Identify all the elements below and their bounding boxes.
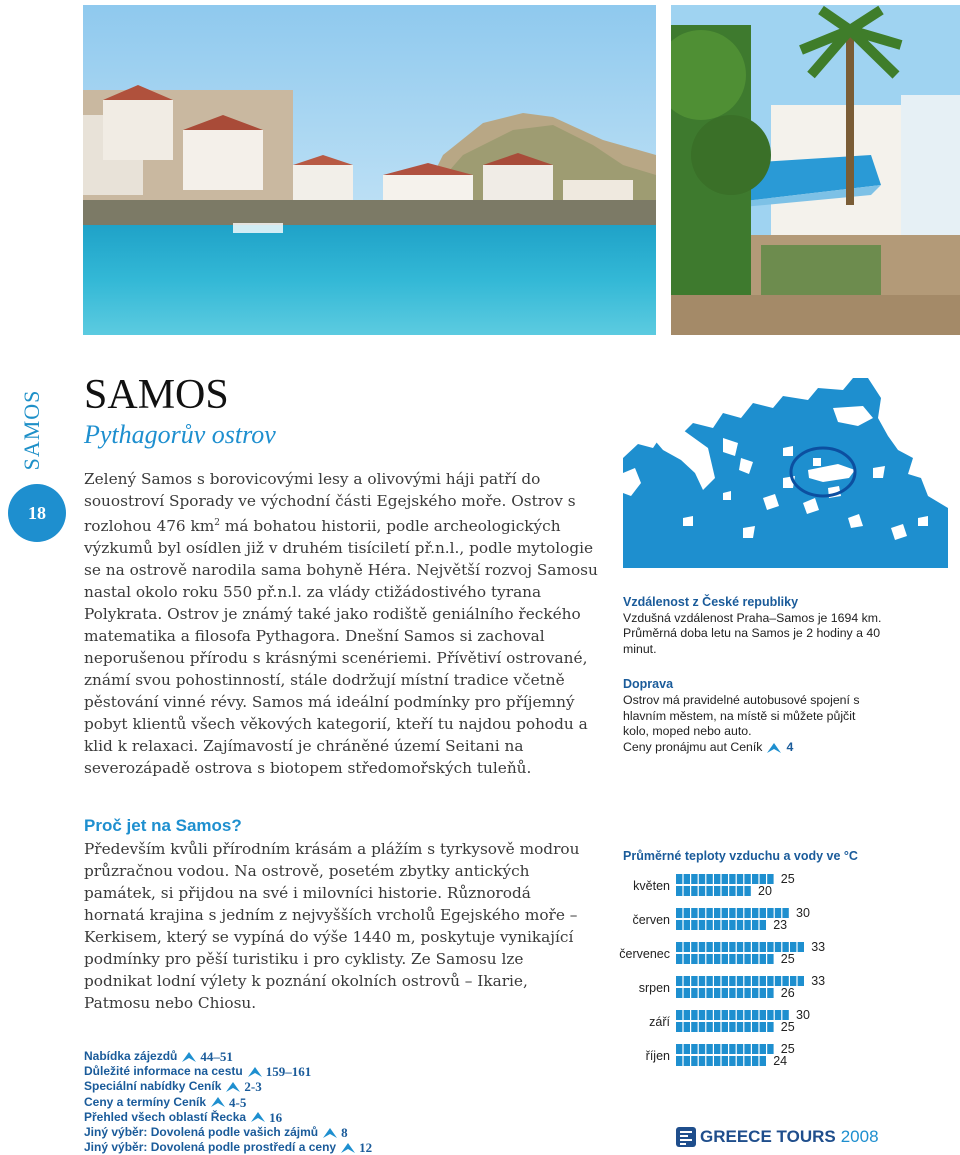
air-temp-bar xyxy=(676,874,774,884)
distance-line-1: Vzdušná vzdálenost Praha–Samos je 1694 km. xyxy=(623,610,882,625)
arrow-icon xyxy=(766,742,782,754)
transport-heading: Doprava xyxy=(623,677,674,692)
temperature-chart xyxy=(610,870,910,1070)
travel-info xyxy=(623,595,883,755)
month-label: říjen xyxy=(645,1049,670,1063)
water-temp-value: 24 xyxy=(773,1054,788,1068)
arrow-icon xyxy=(210,1096,226,1108)
air-temp-bar xyxy=(676,908,789,918)
air-temp-value: 30 xyxy=(796,1008,810,1022)
page-subtitle: Pythagorův ostrov xyxy=(84,420,276,449)
month-label: září xyxy=(649,1015,670,1029)
air-temp-bar xyxy=(676,976,804,986)
water-temp-value: 23 xyxy=(773,918,788,932)
page-number: 18 xyxy=(8,484,66,542)
month-label: srpen xyxy=(638,981,670,995)
air-temp-value: 33 xyxy=(811,974,826,988)
water-temp-value: 26 xyxy=(780,986,795,1000)
arrow-icon xyxy=(181,1051,197,1063)
water-temp-bar xyxy=(676,988,774,998)
logo-icon xyxy=(676,1127,696,1147)
water-temp-bar xyxy=(676,1056,766,1066)
arrow-icon xyxy=(322,1127,338,1139)
page-title: SAMOS xyxy=(84,372,229,418)
link-tour-offers[interactable]: Nabídka zájezdů 44–51 xyxy=(84,1049,233,1064)
air-temp-value: 25 xyxy=(780,1042,795,1056)
link-by-environment[interactable]: Jiný výběr: Dovolená podle prostředí a ceny 12 xyxy=(84,1140,373,1155)
month-label: červenec xyxy=(619,947,670,961)
harbor-photo xyxy=(83,5,656,335)
link-special-offers[interactable]: Speciální nabídky Ceník 2-3 xyxy=(84,1079,262,1095)
greece-tours-logo: GREECE TOURS 2008 xyxy=(676,1127,879,1147)
month-label: květen xyxy=(633,879,670,893)
cross-reference-list xyxy=(84,1049,372,1155)
air-temp-value: 30 xyxy=(796,906,810,920)
water-temp-value: 25 xyxy=(780,1020,795,1034)
water-temp-bar xyxy=(676,1022,774,1032)
link-travel-info[interactable]: Důležité informace na cestu 159–161 xyxy=(84,1064,312,1080)
arrow-icon xyxy=(247,1066,263,1078)
temperature-chart-title: Průměrné teploty vzduchu a vody ve °C xyxy=(623,849,858,863)
air-temp-value: 25 xyxy=(780,872,795,886)
air-temp-bar xyxy=(676,942,804,952)
side-tab-label: SAMOS xyxy=(19,389,44,471)
air-temp-bar xyxy=(676,1010,789,1020)
water-temp-value: 20 xyxy=(758,884,772,898)
link-greece-overview[interactable]: Přehled všech oblastí Řecka 16 xyxy=(84,1109,283,1125)
arrow-icon xyxy=(340,1142,356,1154)
distance-heading: Vzdálenost z České republiky xyxy=(623,595,799,609)
distance-line-2: Průměrná doba letu na Samos je 2 hodiny a 40 minut. xyxy=(623,626,881,656)
link-prices-dates[interactable]: Ceny a termíny Ceník 4-5 xyxy=(84,1094,247,1110)
street-photo xyxy=(671,5,960,335)
water-temp-bar xyxy=(676,886,751,896)
water-temp-value: 25 xyxy=(780,952,795,966)
water-temp-bar xyxy=(676,920,766,930)
air-temp-bar xyxy=(676,1044,774,1054)
water-temp-bar xyxy=(676,954,774,964)
link-by-interest[interactable]: Jiný výběr: Dovolená podle vašich zájmů 8 xyxy=(84,1125,348,1141)
why-heading: Proč jet na Samos? xyxy=(84,816,242,835)
arrow-icon xyxy=(250,1111,266,1123)
month-label: červen xyxy=(632,913,670,927)
car-rental-link[interactable]: Ceny pronájmu aut Ceník 4 xyxy=(623,739,794,754)
transport-text: Ostrov má pravidelné autobusové spojení s hlavním městem, na místě si můžete půjčit kolo, moped nebo auto. xyxy=(623,692,860,739)
location-map xyxy=(623,378,948,568)
why-paragraph: Především kvůli přírodním krásám a plážím s tyrkysově modrou průzračnou vodou. Na ostrově, posetém zbytky antických památek, si přijdou na své i milovníci historie. Různorodá hornatá krajina s jedním z nejvyšších vrcholů Egejského moře – Kerkisem, který se vypíná do výše 1440 m, poskytuje vynikající podmínky pro pěší turistiku i pro cyklisty. Ze Samosu lze podnikat lodní výlety k poznání okolních ostrovů – Ikarie, Patmosu nebo Chiosu. xyxy=(84,840,580,1012)
intro-paragraph: Zelený Samos s borovicovými lesy a olivovými háji patří do souostroví Sporady ve východní části Egejského moře. Ostrov s rozlohou 476 $km^2$ má bohatou historii, podle archeologických výzkumů byl osídlen již v druhém tisíciletí př.n.l., podle mytologie se na ostrově narodila sama bohyně Héra. Největší rozvoj Samosu nastal okolo roku 550 př.n.l. za vlády ctižádostivého tyrana Polykrata. Ostrov je známý také jako rodiště geniálního řeckého matematika a filosofa Pythagora. Dnešní Samos si zachoval neporušenou přírodu s krásnými scenériemi. Přívětiví ostrované, známí svou pohostinností, stále dodržují místní tradice včetně pěstování vinné révy. Samos má ideální podmínky pro příjemný pobyt klientů všech věkových kategorií, kteří tu najdou pohodu a klid k relaxaci. Zajímavostí je chráněné území Seitani na severozápadě ostrova s biotopem středomořských tuleňů. xyxy=(84,470,598,778)
air-temp-value: 33 xyxy=(811,940,826,954)
arrow-icon xyxy=(225,1081,241,1093)
